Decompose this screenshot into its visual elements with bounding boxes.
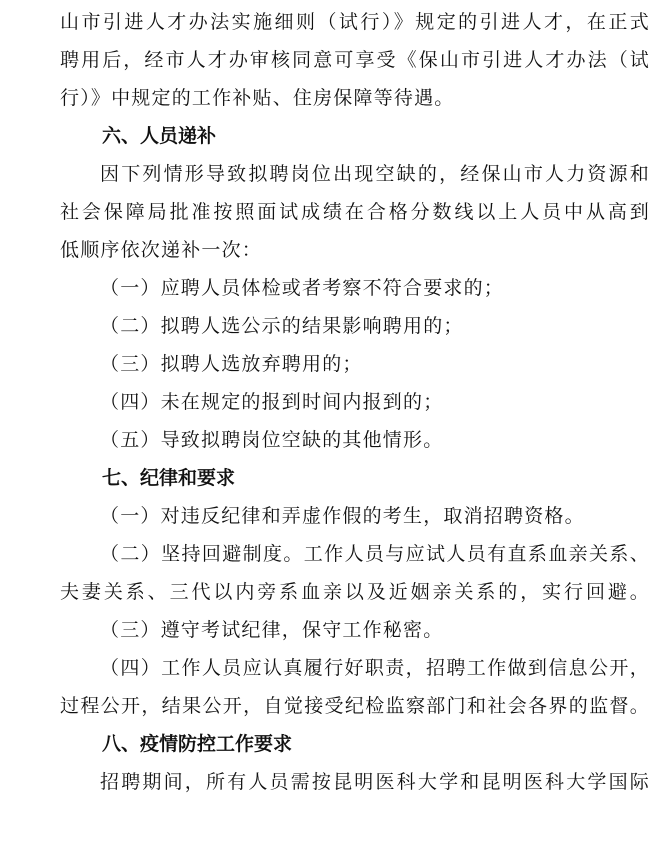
section-6-item-5: （五）导致拟聘岗位空缺的其他情形。 — [100, 429, 444, 451]
section-6-heading: 六、人员递补 — [102, 125, 217, 147]
section-8-paragraph-line-1: 招聘期间，所有人员需按昆明医科大学和昆明医科大学国际 — [100, 771, 650, 793]
section-6-item-2: （二）拟聘人选公示的结果影响聘用的； — [100, 315, 464, 337]
section-7-item-4-line-2: 过程公开，结果公开，自觉接受纪检监察部门和社会各界的监督。 — [60, 695, 650, 717]
section-6-item-1: （一）应聘人员体检或者考察不符合要求的； — [100, 277, 505, 299]
section-7-item-4-line-1: （四）工作人员应认真履行好职责，招聘工作做到信息公开， — [100, 657, 650, 679]
section-6-paragraph-line-1: 因下列情形导致拟聘岗位出现空缺的，经保山市人力资源和 — [100, 163, 650, 185]
section-7-item-2-line-1: （二）坚持回避制度。工作人员与应试人员有直系血亲关系、 — [100, 543, 650, 565]
intro-line-3: 行）》中规定的工作补贴、住房保障等待遇。 — [60, 87, 455, 109]
section-7-item-3: （三）遵守考试纪律，保守工作秘密。 — [100, 619, 444, 641]
section-8-heading: 八、疫情防控工作要求 — [102, 733, 293, 755]
section-6-paragraph-line-2: 社会保障局批准按照面试成绩在合格分数线以上人员中从高到 — [60, 201, 650, 223]
section-6-item-3: （三）拟聘人选放弃聘用的； — [100, 353, 363, 375]
intro-line-1: 山市引进人才办法实施细则（试行）》规定的引进人才，在正式 — [60, 11, 650, 33]
section-7-item-1: （一）对违反纪律和弄虚作假的考生，取消招聘资格。 — [100, 505, 585, 527]
section-7-heading: 七、纪律和要求 — [102, 467, 236, 489]
section-7-item-2-line-2: 夫妻关系、三代以内旁系血亲以及近姻亲关系的，实行回避。 — [60, 581, 650, 603]
section-6-item-4: （四）未在规定的报到时间内报到的； — [100, 391, 444, 413]
intro-line-2: 聘用后，经市人才办审核同意可享受《保山市引进人才办法（试 — [60, 49, 650, 71]
section-6-paragraph-line-3: 低顺序依次递补一次： — [60, 239, 263, 261]
